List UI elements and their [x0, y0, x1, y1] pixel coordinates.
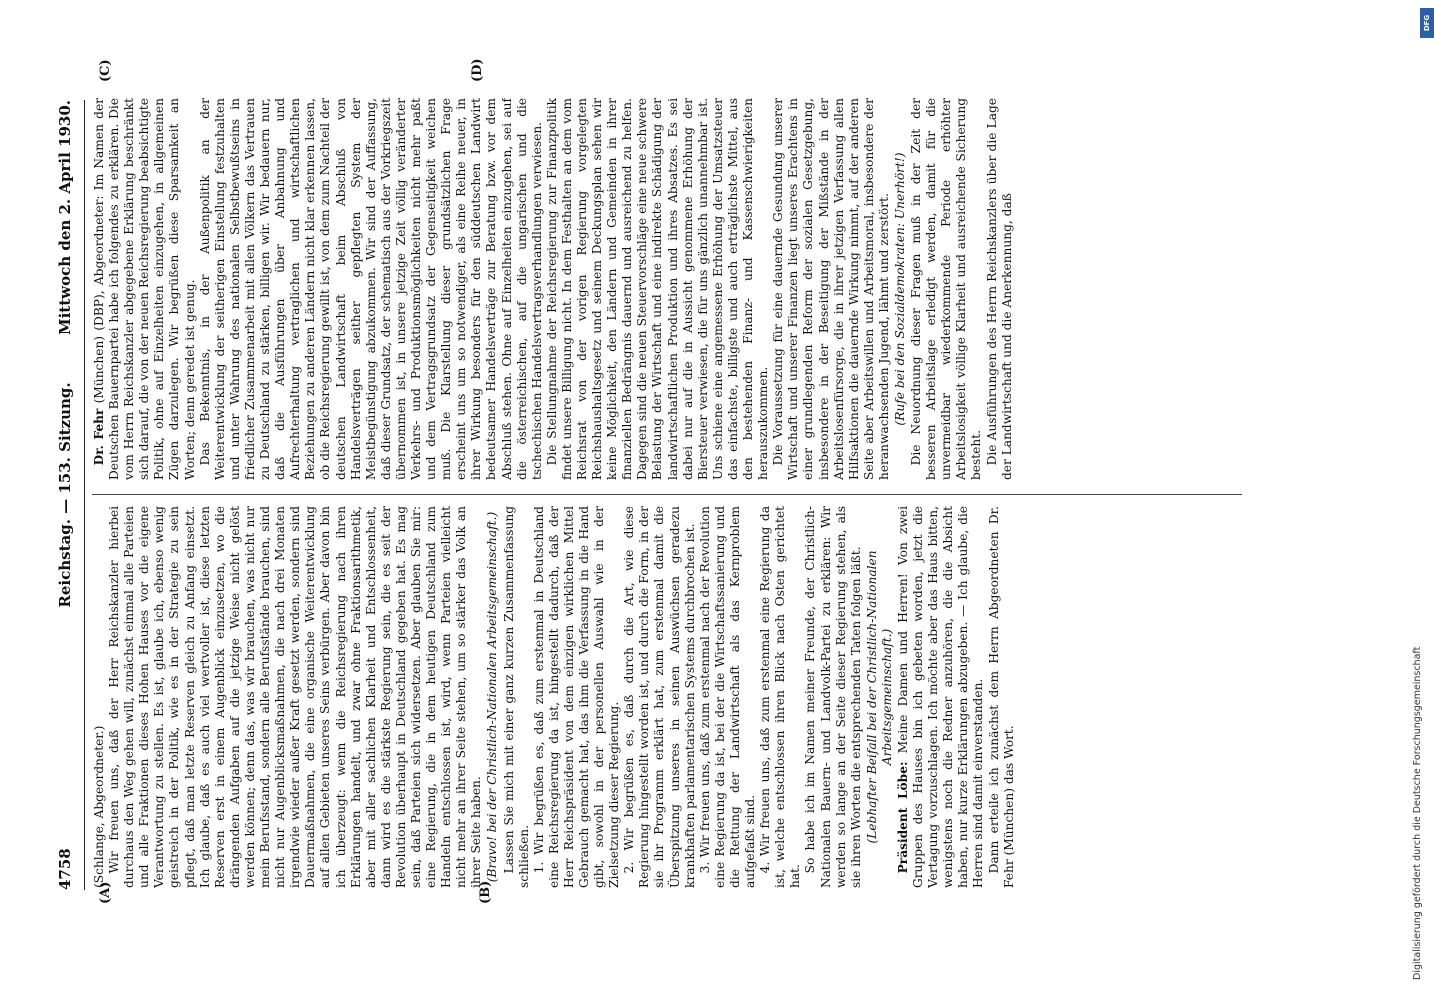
paragraph-president	[896, 506, 987, 888]
speech-text: Meine Damen und Herren! Von zwei Gruppen des Hauses bin ich gebeten worden, jetzt die Vertagung vorzuschlagen. Ich möchte aber das Haus bitten, wenigstens noch die Redner anzuhören, die die Absicht haben, nur kurze Erklärungen abzugeben. — Ich glaube, die Herren sind damit einverstanden.	[895, 506, 986, 888]
digitization-credit: Digitalisierung gefördert durch die Deutsche Forschungsgemeinschaft	[1412, 646, 1423, 980]
header-session-title: Reichstag. — 153. Sitzung.	[56, 382, 74, 608]
speaker-continuation: (Schlange, Abgeordneter.)	[92, 725, 106, 888]
paragraph: Wir freuen uns, daß der Herr Reichskanzler hierbei durchaus den Weg gehen will, zunächst einmal alle Parteien und alle Fraktionen dieses Hohen Hauses vor die eigene Verantwortung zu stellen. Es ist, glaube ich, ebenso wenig geistreich in der Politik, wie es in der Strategie zu sein pflegt, daß man letzte Reserven gleich zu Anfang einsetzt. Ich glaube, daß es auch viel wertvoller ist, diese letzten Reserven erst in einem Augenblick einzusetzen, wo die drängenden Aufgaben auf die jetzige Weise nicht gelöst werden können; denn das, was wir brauchen, was nicht nur mein Berufsstand, sondern alle Berufsstände brauchen, sind nicht nur Augenblicksmaßnahmen, die nach drei Monaten irgendwie wieder außer Kraft gesetzt werden, sondern sind Dauermaßnahmen, die eine organische Weiterentwicklung auf allen Gebieten unseres Seins verbürgen. Aber davon bin ich überzeugt: wenn die Reichsregierung nach ihren Erklärungen handelt, und zwar ohne Fraktionsarithmetik, aber mit aller sachlichen Klarheit und Entschlossenheit, dann wird es die stärkste Regierung sein, die es seit der Revolution überhaupt in Deutschland gegeben hat. Es mag sein, daß Parteien sich widersetzen. Aber glauben Sie mir: eine Regierung, die in dem heutigen Deutschland zum Handeln entschlossen ist, wird, wenn Parteien vielleicht nicht mehr an ihrer Seite stehen, um so stärker das Volk an ihrer Seite haben.	[107, 506, 484, 888]
paragraph: Die Neuordnung dieser Fragen muß in der Zeit der besseren Arbeitslage erledigt werden, damit für die unvermeidbar wiederkommende Periode erhöhter Arbeitslosigkeit völlige Klarheit und ausreichende Sicherung besteht.	[909, 98, 984, 480]
margin-marker-a: (A)	[98, 881, 113, 904]
header-date: Mittwoch den 2. April 1930.	[56, 100, 74, 335]
interjection: (Rufe bei den Sozialdemokraten: Unerhört!)	[892, 152, 907, 426]
interjection: (Bravo! bei der Christlich-Nationalen Arbeitsgemeinschaft.)	[485, 511, 500, 883]
paragraph: 2. Wir begrüßen es, daß durch die Art, wie diese Regierung hingestellt worden ist, und durch die Form, in der sie ihr Programm erklärt hat, zum erstenmal damit die Überspitzung unseres in seinen Auswüchsen geradezu krankhaften parlamentarischen Systems durchbrochen ist.	[622, 506, 697, 888]
interjection: (Lebhafter Beifall bei der Christlich-Nationalen Arbeitsgemeinschaft.)	[864, 550, 894, 844]
paragraph: Die Ausführungen des Herrn Reichskanzlers über die Lage der Landwirtschaft und die Anerkennung, daß	[984, 98, 1014, 480]
margin-marker-b: (B)	[478, 880, 493, 904]
page-header	[52, 100, 80, 890]
paragraph-speaker	[92, 98, 198, 480]
left-column	[92, 506, 1242, 888]
paragraph: 1. Wir begrüßen es, daß zum erstenmal in Deutschland eine Reichsregierung da ist, hingestellt dadurch, daß der Herr Reichspräsident von dem einzigen wirklichen Mittel Gebrauch gemacht hat, das ihm die Verfassung in die Hand gibt, sowohl in der personellen Auswahl wie in der Zielsetzung dieser Regierung.	[531, 506, 622, 888]
speech-text: (München) (DBP), Abgeordneter: Im Namen der Deutschen Bauernpartei habe ich folgendes zu erklären. Die vom Herrn Reichskanzler abgegebene Erklärung beschränkt sich darauf, die von der neuen Reichsregierung beabsichtigte Politik, ohne auf Einzelheiten einzugehen, in allgemeinen Zügen darzulegen. Wir begrüßen diese Sparsamkeit an Worten; denn geredet ist genug.	[92, 98, 197, 480]
margin-marker-c: (C)	[98, 59, 113, 82]
paragraph: Die Stellungnahme der Reichsregierung zur Finanzpolitik findet unsere Billigung nicht. In dem Festhalten an dem vom Reichsrat von der vorigen Regierung vorgelegten Reichshaushaltsgesetz und seinem Deckungsplan sehen wir keine Möglichkeit, den Ländern und Gemeinden in ihrer finanziellen Bedrängnis dauernd und ausreichend zu helfen. Dagegen sind die neuen Steuervorschläge eine neue schwere Belastung der Wirtschaft und eine indirekte Schädigung der landwirtschaftlichen Produktion und ihres Absatzes. Es sei dabei nur auf die in Aussicht genommene Erhöhung der Biersteuer verwiesen, die für uns gänzlich unannehmbar ist. Uns schiene eine angemessene Erhöhung der Umsatzsteuer das einfachste, billigste und auch erträglichste Mittel, aus den bestehenden Finanz- und Kassenschwierigkeiten herauszukommen.	[544, 98, 771, 480]
header-rule	[84, 100, 85, 890]
paragraph: Lassen Sie mich mit einer ganz kurzen Zusammenfassung schließen.	[501, 506, 531, 888]
margin-marker-d: (D)	[470, 58, 485, 82]
paragraph: 3. Wir freuen uns, daß zum erstenmal nach der Revolution eine Regierung da ist, bei der die Wirtschaftssanierung und die Rettung der Landwirtschaft als das Kernproblem aufgefaßt sind.	[697, 506, 758, 888]
paragraph: Das Bekenntnis, in der Außenpolitik an der Weiterentwicklung der seitherigen Einstellung festzuhalten und unter Wahrung des nationalen Selbstbewußtseins in friedlicher Zusammenarbeit mit allen Völkern das Vertrauen zu Deutschland zu stärken, billigen wir. Wir bedauern nur, daß die Ausführungen über Anbahnung und Aufrechterhaltung vertraglichen und wirtschaftlichen Beziehungen zu anderen Ländern nicht klar erkennen lassen, ob die Reichsregierung gewillt ist, von dem zum Nachteil der deutschen Landwirtschaft beim Abschluß von Handelsverträgen seither gepflegten System der Meistbegünstigung abzukommen. Wir sind der Auffassung, daß dieser Grundsatz, der schematisch aus der Vorkriegszeit übernommen ist, in unsere jetzige Zeit völlig veränderter Verkehrs- und Produktionsmöglichkeiten nicht mehr paßt und dem Vertragsgrundsatz der Gegenseitigkeit weichen muß. Die Klarstellung dieser grundsätzlichen Frage erscheint uns um so notwendiger, als eine Reihe neuer, in ihrer Wirkung besonders für den süddeutschen Landwirt bedeutsamer Handelsverträge zur Beratung bzw. vor dem Abschluß stehen. Ohne auf Einzelheiten einzugehen, sei auf die österreichischen, auf die ungarischen und die tschechischen Handelsvertragsverhandlungen verwiesen.	[197, 98, 544, 480]
paragraph: Die Voraussetzung für eine dauernde Gesundung unserer Wirtschaft und unserer Finanzen liegt unseres Erachtens in einer grundlegenden Reform der sozialen Gesetzgebung, insbesondere in der Beseitigung der Mißstände in der Arbeitslosenfürsorge, die in ihrer jetzigen Verfassung allen Hilfsaktionen die dauernde Wirkung nimmt, auf der anderen Seite aber Arbeitswillen und Arbeitsmoral, insbesondere der heranwachsenden Jugend, lähmt und zerstört.	[771, 98, 891, 480]
column-divider	[92, 494, 1242, 495]
page-number: 4758	[56, 848, 74, 890]
speaker-name: Dr. Fehr	[92, 408, 106, 466]
paragraph: 4. Wir freuen uns, daß zum erstenmal eine Regierung da ist, welche entschlossen ihren Blick nach Osten gerichtet hat.	[758, 506, 803, 888]
right-column	[92, 98, 1242, 480]
paragraph: So habe ich im Namen meiner Freunde, der Christlich-Nationalen Bauern- und Landvolk-Partei zu erklären: Wir werden so lange an der Seite dieser Regierung stehen, als sie ihren Worten die entsprechenden Taten folgen läßt.	[803, 506, 863, 888]
speaker-name: Präsident Löbe:	[895, 761, 910, 874]
paragraph: Dann erteile ich zunächst dem Herrn Abgeordneten Dr. Fehr (München) das Wort.	[986, 506, 1016, 888]
dfg-logo: DFG	[1420, 8, 1434, 38]
